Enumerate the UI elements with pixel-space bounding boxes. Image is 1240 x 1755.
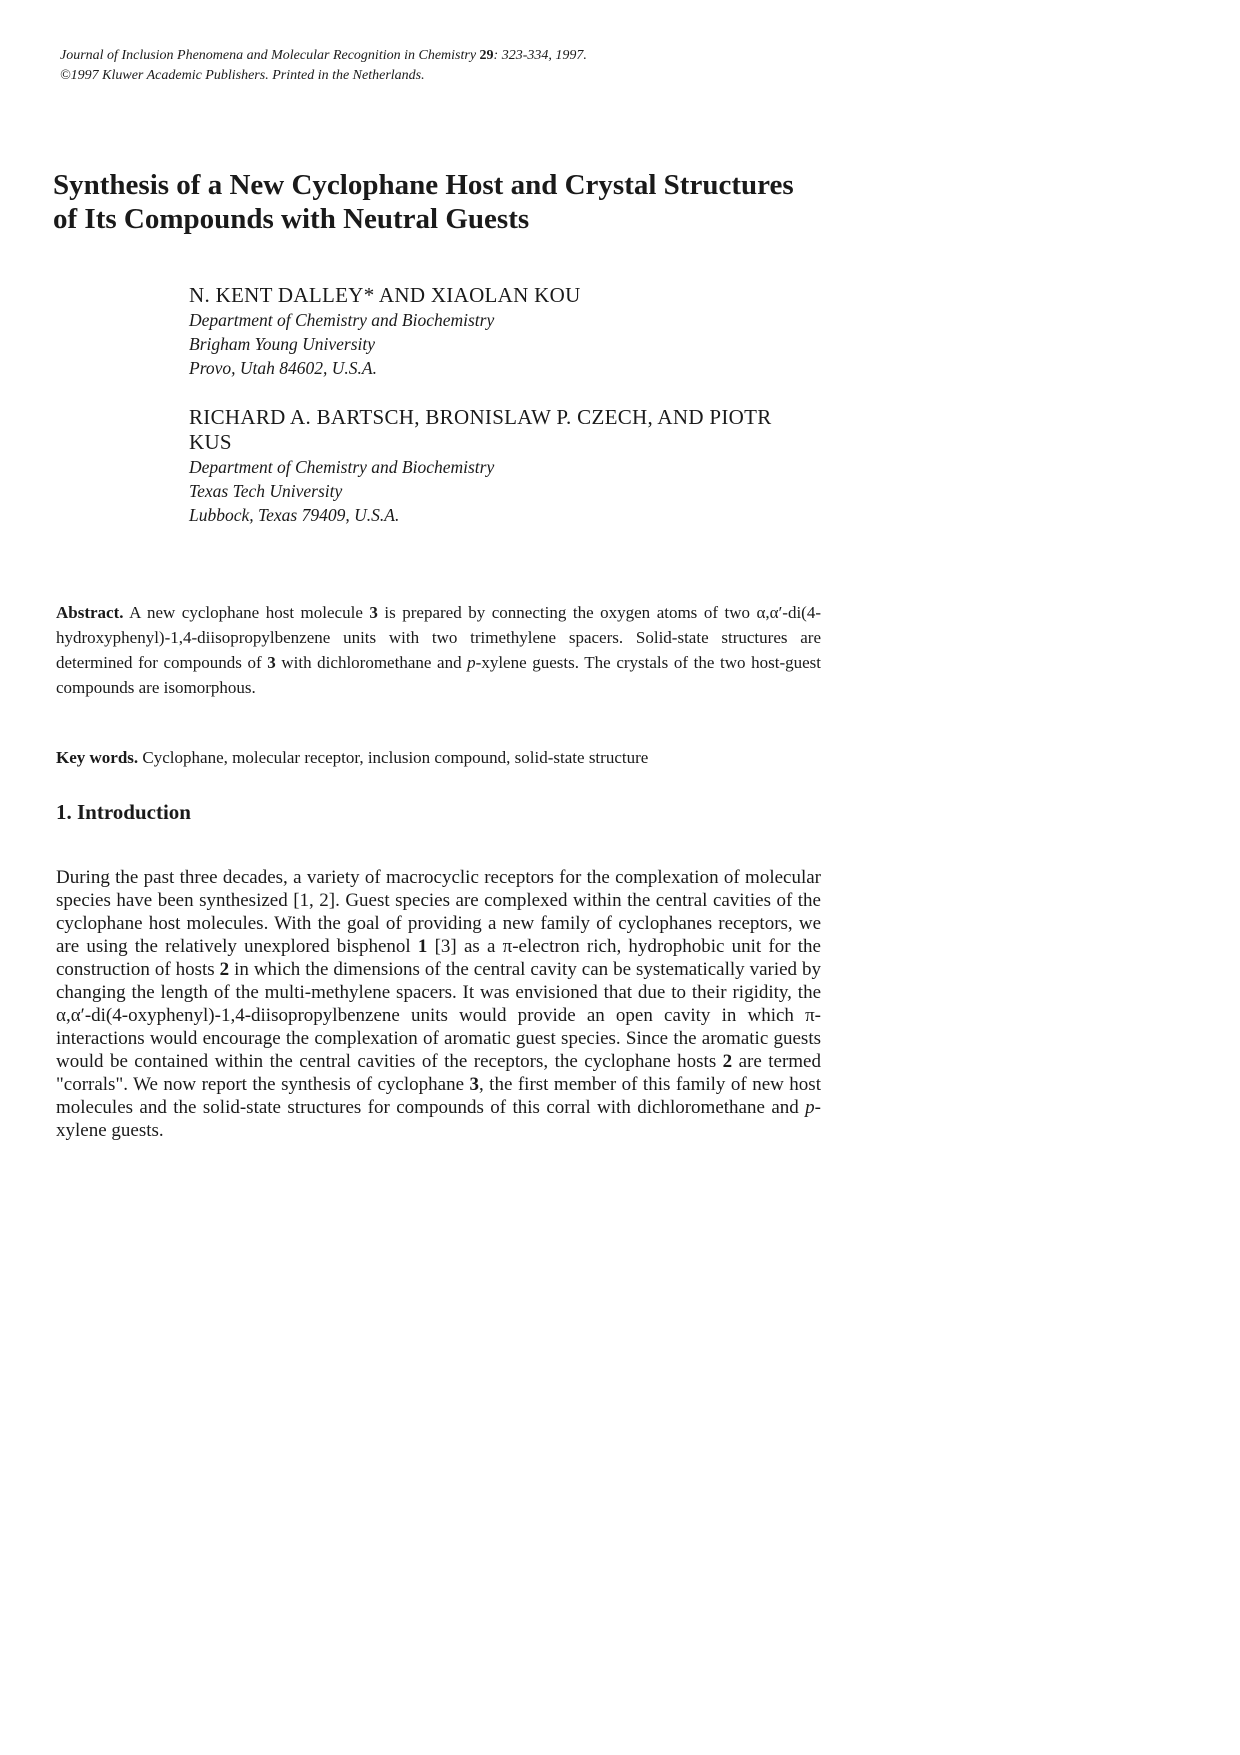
abstract-label: Abstract. (56, 603, 124, 622)
affiliation-line: Brigham Young University (189, 334, 376, 354)
compound-number: 3 (267, 653, 276, 672)
author-names: N. KENT DALLEY* AND XIAOLAN KOU (189, 283, 581, 307)
intro-text: During the past three decades, a variety of macrocyclic receptors for the complexation of molecular species have been synthesized [1, 2]. Guest species are complexed within the central cavities of the cyclophane host molecules. With the goal of providing a new family of cyclophanes receptors, we are using the relatively unexplored bisphenol (56, 867, 821, 957)
section-heading: 1. Introduction (56, 800, 191, 824)
abstract (56, 600, 821, 700)
journal-line-1 (60, 46, 587, 66)
affiliation-line: Department of Chemistry and Biochemistry (189, 310, 495, 330)
compound-number: 1 (417, 936, 428, 957)
author-group-2 (189, 405, 789, 527)
journal-pages: : 323-334, 1997. (493, 48, 587, 63)
affiliation-line: Provo, Utah 84602, U.S.A. (189, 358, 377, 378)
intro-text: are termed "corrals". We now report the synthesis of cyclophane (56, 1051, 821, 1095)
journal-line-2: ©1997 Kluwer Academic Publishers. Printed in the Netherlands. (60, 68, 425, 83)
affiliation-line: Texas Tech University (189, 481, 343, 501)
abstract-text: is prepared by connecting the oxygen atoms of two α,α′-di(4-hydroxyphenyl)-1,4-diisopropylbenzene units with two trimethylene spacers. Solid-state structures are determined for compounds of (56, 603, 821, 672)
compound-number: 2 (219, 959, 230, 980)
affiliation-line: Lubbock, Texas 79409, U.S.A. (189, 505, 400, 525)
journal-citation (60, 46, 587, 86)
intro-text: , the first member of this family of new host molecules and the solid-state structures for compounds of this corral with dichloromethane and (56, 1074, 821, 1118)
affiliation-line: Department of Chemistry and Biochemistry (189, 457, 495, 477)
author-group-1 (189, 283, 789, 380)
intro-text: -xylene guests. (56, 1097, 821, 1141)
compound-number: 3 (469, 1074, 479, 1095)
journal-volume: 29 (479, 48, 494, 63)
abstract-text: A new cyclophane host molecule (123, 603, 370, 622)
keywords (56, 745, 821, 770)
paper-title: Synthesis of a New Cyclophane Host and Crystal Structures of Its Compounds with Neutral Guests (53, 169, 794, 235)
compound-number: 2 (722, 1051, 733, 1072)
author-names: RICHARD A. BARTSCH, BRONISLAW P. CZECH, AND PIOTR KUS (189, 405, 772, 454)
italic-prefix: p (805, 1097, 815, 1118)
journal-name: Journal of Inclusion Phenomena and Molecular Recognition in Chemistry (60, 48, 477, 63)
introduction-paragraph (56, 866, 821, 1142)
compound-number: 3 (369, 603, 378, 622)
abstract-text: with dichloromethane and (275, 653, 468, 672)
intro-text: in which the dimensions of the central cavity can be systematically varied by changing the length of the multi-methylene spacers. It was envisioned that due to their rigidity, the α,α′-di(4-oxyphenyl)-1,4-diisopropylbenzene units would provide an open cavity in which π-interactions would encourage the complexation of aromatic guest species. Since the aromatic guests would be contained within the central cavities of the receptors, the cyclophane hosts (56, 959, 822, 1072)
intro-text: [3] as a π-electron rich, hydrophobic unit for the construction of hosts (56, 936, 821, 980)
italic-prefix: p (467, 653, 476, 672)
abstract-text: -xylene guests. The crystals of the two host-guest compounds are isomorphous. (56, 653, 821, 697)
keywords-label: Key words. (56, 748, 139, 767)
keywords-text: Cyclophane, molecular receptor, inclusion compound, solid-state structure (138, 748, 649, 767)
